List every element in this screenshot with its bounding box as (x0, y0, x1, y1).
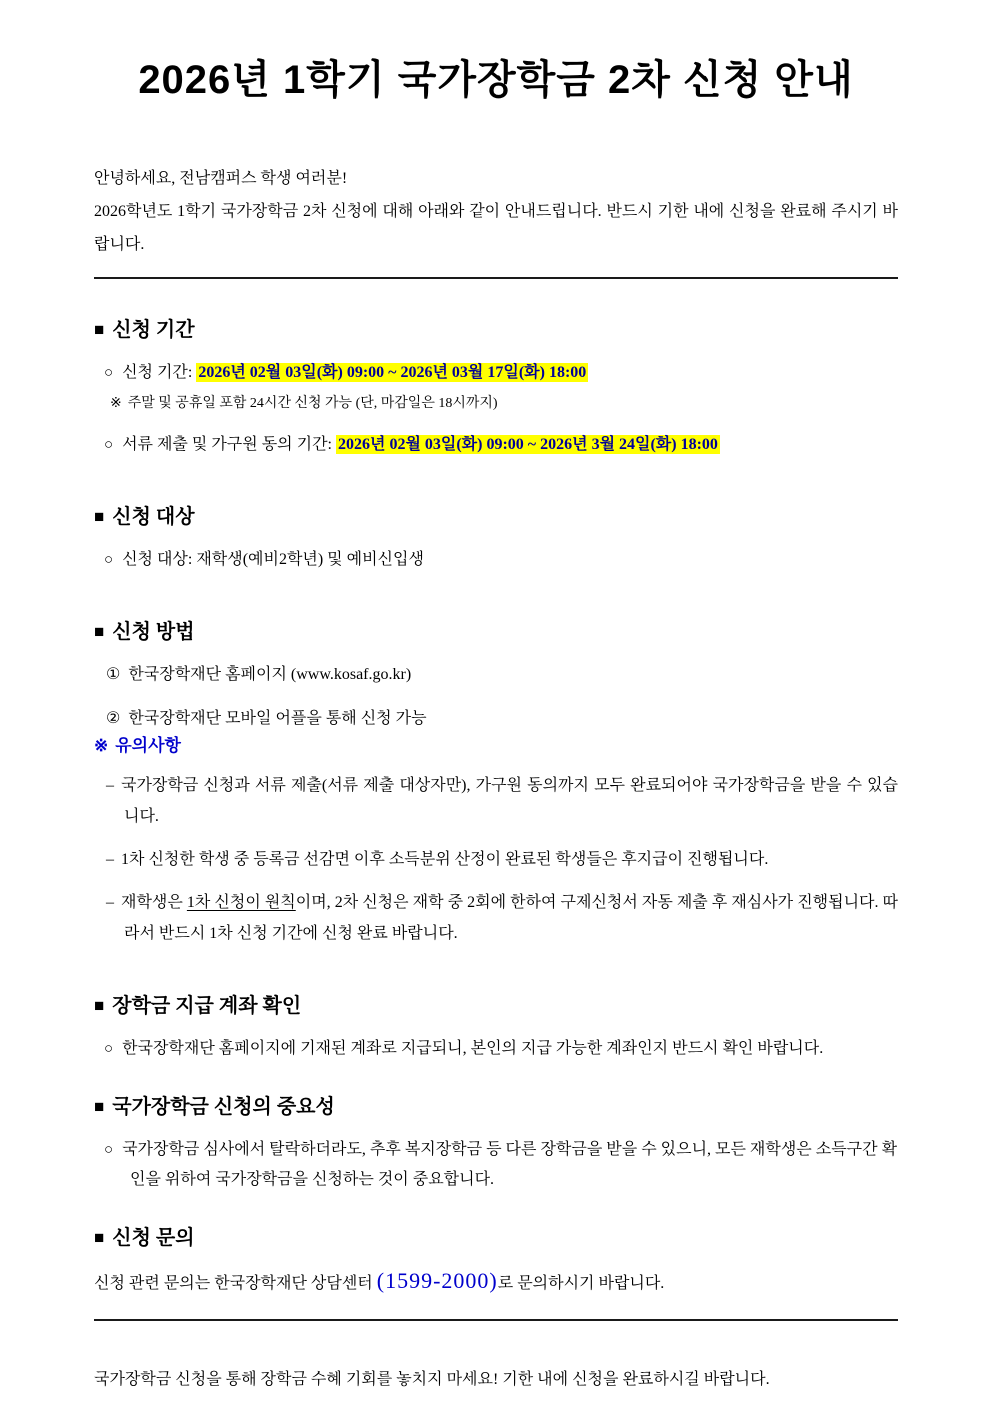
square-bullet-icon: ■ (94, 622, 105, 641)
circle-bullet-icon: ○ (104, 552, 114, 568)
caution-text-3-underlined: 1차 신청이 원칙 (186, 894, 296, 911)
square-bullet-icon: ■ (94, 507, 105, 526)
bottom-divider (94, 1319, 898, 1321)
intro-paragraph (94, 162, 898, 261)
account-check-heading (94, 993, 898, 1020)
apply-period-note (110, 392, 898, 416)
application-period-heading (94, 317, 898, 344)
eligibility-item-text: 신청 대상: 재학생(예비2학년) 및 예비신입생 (122, 551, 424, 568)
section-application-period (94, 317, 898, 460)
circle-bullet-icon: ○ (104, 365, 114, 381)
apply-period-label: 신청 기간: (122, 364, 193, 381)
application-period-heading-label: 신청 기간 (112, 319, 195, 341)
account-check-text: 한국장학재단 홈페이지에 기재된 계좌로 지급되니, 본인의 지급 가능한 계좌인지 반드시 확인 바랍니다. (122, 1040, 824, 1057)
how-to-apply-heading (94, 619, 898, 646)
how-to-apply-heading-label: 신청 방법 (112, 621, 195, 643)
apply-period-highlight: 2026년 02월 03일(화) 09:00 ~ 2026년 03월 17일(화) 18:00 (198, 364, 587, 381)
dash-bullet-icon: – (106, 777, 114, 794)
caution-text-2: 1차 신청한 학생 중 등록금 선감면 이후 소득분위 산정이 완료된 학생들은 후지급이 진행됩니다. (121, 851, 769, 868)
square-bullet-icon: ■ (94, 996, 105, 1015)
apply-method-item-1 (106, 660, 898, 690)
circle-bullet-icon: ○ (104, 1041, 114, 1057)
caution-item-1 (106, 770, 898, 832)
section-contact (94, 1225, 898, 1299)
top-divider (94, 277, 898, 279)
closing-message: 국가장학금 신청을 통해 장학금 수혜 기회를 놓치지 마세요! 기한 내에 신청을 완료하시길 바랍니다. (94, 1371, 770, 1388)
contact-text-post: 로 문의하시기 바랍니다. (497, 1275, 665, 1292)
cautions-heading (94, 734, 898, 758)
reference-mark-icon: ※ (110, 396, 122, 411)
dash-bullet-icon: – (106, 851, 114, 868)
square-bullet-icon: ■ (94, 320, 105, 339)
importance-item (104, 1135, 898, 1195)
account-check-heading-label: 장학금 지급 계좌 확인 (112, 995, 302, 1017)
contact-line (94, 1266, 898, 1299)
section-how-to-apply (94, 619, 898, 734)
importance-heading (94, 1094, 898, 1121)
contact-text-pre: 신청 관련 문의는 한국장학재단 상담센터 (94, 1275, 377, 1292)
section-cautions (94, 734, 898, 949)
apply-method-item-2 (106, 704, 898, 734)
apply-period-note-text: 주말 및 공휴일 포함 24시간 신청 가능 (단, 마감일은 18시까지) (127, 396, 498, 411)
document-period-highlight: 2026년 02월 03일(화) 09:00 ~ 2026년 3월 24일(화) 18:00 (337, 436, 718, 453)
caution-item-3 (106, 887, 898, 949)
caution-item-2 (106, 844, 898, 875)
caution-text-3-post: 이며, 2차 신청은 재학 중 2회에 한하여 구제신청서 자동 제출 후 재심사가 진행됩니다. 따라서 반드시 1차 신청 기간에 신청 완료 바랍니다. (124, 894, 898, 942)
reference-mark-icon: ※ (94, 736, 109, 755)
page-title: 2026년 1학기 국가장학금 2차 신청 안내 (138, 58, 854, 102)
section-eligibility (94, 504, 898, 575)
apply-period-item (104, 358, 898, 388)
contact-phone-number: (1599-2000) (376, 1268, 498, 1293)
contact-heading (94, 1225, 898, 1252)
square-bullet-icon: ■ (94, 1097, 105, 1116)
account-check-item (104, 1034, 898, 1064)
intro-body: 2026학년도 1학기 국가장학금 2차 신청에 대해 아래와 같이 안내드립니다. 반드시 기한 내에 신청을 완료해 주시기 바랍니다. (94, 203, 898, 253)
circle-bullet-icon: ○ (104, 437, 114, 453)
importance-text: 국가장학금 심사에서 탈락하더라도, 추후 복지장학금 등 다른 장학금을 받을 수 있으니, 모든 재학생은 소득구간 확인을 위하여 국가장학금을 신청하는 것이 중요합니다. (122, 1141, 898, 1188)
caution-text-1: 국가장학금 신청과 서류 제출(서류 제출 대상자만), 가구원 동의까지 모두 완료되어야 국가장학금을 받을 수 있습니다. (121, 777, 898, 825)
apply-method-text-1: 한국장학재단 홈페이지 (www.kosaf.go.kr) (128, 666, 412, 683)
eligibility-heading (94, 504, 898, 531)
circled-one-icon: ① (106, 666, 121, 683)
document-period-label: 서류 제출 및 가구원 동의 기간: (122, 436, 332, 453)
apply-method-text-2: 한국장학재단 모바일 어플을 통해 신청 가능 (128, 710, 427, 727)
document-period-item (104, 430, 898, 460)
importance-heading-label: 국가장학금 신청의 중요성 (112, 1096, 335, 1118)
section-account-check (94, 993, 898, 1064)
eligibility-heading-label: 신청 대상 (112, 506, 195, 528)
cautions-heading-label: 유의사항 (115, 736, 181, 755)
square-bullet-icon: ■ (94, 1228, 105, 1247)
caution-text-3-pre: 재학생은 (121, 894, 187, 911)
circled-two-icon: ② (106, 710, 121, 727)
section-importance (94, 1094, 898, 1195)
dash-bullet-icon: – (106, 894, 114, 911)
eligibility-item (104, 545, 898, 575)
contact-heading-label: 신청 문의 (112, 1227, 195, 1249)
intro-greeting: 안녕하세요, 전남캠퍼스 학생 여러분! (94, 170, 348, 187)
circle-bullet-icon: ○ (104, 1142, 114, 1158)
